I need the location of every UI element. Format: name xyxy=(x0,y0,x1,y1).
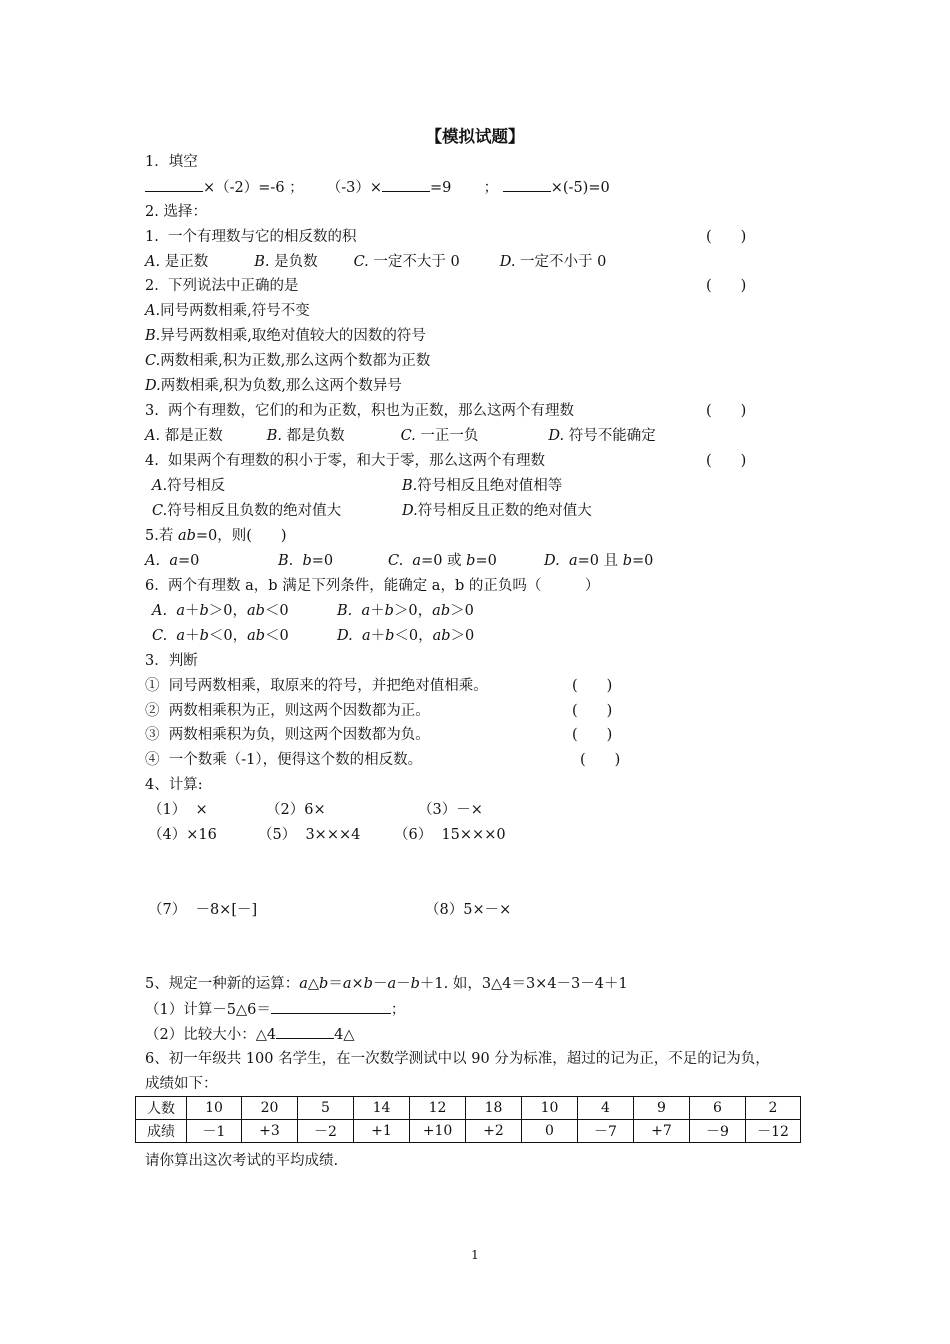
table-cell: 9 xyxy=(634,1097,690,1120)
fill-blank-c-pre: ； xyxy=(483,180,499,196)
option-text: 一定不大于 0 xyxy=(368,254,460,270)
option-text: =0 或 xyxy=(421,553,467,569)
option-text: 都是正数 xyxy=(160,428,223,444)
op: ＞0， xyxy=(208,603,247,619)
section-3-heading: 3．判断 xyxy=(145,653,198,669)
var: b xyxy=(319,976,329,992)
choice-q6: 6. 两个有理数 a，b 满足下列条件，能确定 a，b 的正负吗（ ） xyxy=(145,578,600,594)
calc-7: （7） －8×[－] xyxy=(148,902,258,918)
q5-variable: ab xyxy=(177,528,196,544)
choice-q2-option-d xyxy=(145,376,402,396)
choice-q4-option-b xyxy=(402,476,562,496)
option-label: C. xyxy=(152,503,168,519)
answer-paren-q3[interactable]: ( ) xyxy=(706,403,747,419)
table-cell: 20 xyxy=(242,1097,298,1120)
row-label: 人数 xyxy=(136,1097,187,1120)
option-text: 同号两数相乘,符号不变 xyxy=(160,303,310,319)
op: △ xyxy=(307,976,320,992)
var: a xyxy=(342,976,352,992)
var: b xyxy=(384,603,394,619)
op: ＜0 xyxy=(265,628,289,644)
table-cell: 4 xyxy=(578,1097,634,1120)
table-cell: －2 xyxy=(298,1120,354,1143)
section-5-heading xyxy=(145,974,628,994)
answer-paren-q4[interactable]: ( ) xyxy=(706,453,747,469)
table-row xyxy=(136,1097,801,1120)
option-label: A. xyxy=(152,478,168,494)
judge-paren-1[interactable]: ( ) xyxy=(572,678,613,694)
table-cell: +1 xyxy=(354,1120,410,1143)
calc-4: （4）×16 xyxy=(148,827,217,843)
s5-text: ＋1. 如，3△4＝3×4－3－4＋1 xyxy=(419,976,628,992)
option-label: D. xyxy=(499,254,516,270)
calc-6: （6） 15×××0 xyxy=(394,827,506,843)
table-cell: +10 xyxy=(410,1120,466,1143)
table-cell: +7 xyxy=(634,1120,690,1143)
table-cell: 10 xyxy=(187,1097,242,1120)
option-text: 符号相反且正数的绝对值大 xyxy=(417,503,592,519)
table-cell: 18 xyxy=(466,1097,522,1120)
var: b xyxy=(363,976,373,992)
choice-q2-option-c xyxy=(145,351,430,371)
option-label: B. xyxy=(266,428,282,444)
option-text: =0 xyxy=(631,553,654,569)
answer-paren-q2[interactable]: ( ) xyxy=(706,278,747,294)
choice-q5-option-c xyxy=(388,551,497,571)
judge-paren-4[interactable]: ( ) xyxy=(580,752,621,768)
choice-q6-option-c xyxy=(152,626,289,646)
op: ＋ xyxy=(184,603,200,619)
s5-q1-blank[interactable] xyxy=(271,999,391,1014)
page-number: 1 xyxy=(471,1248,479,1262)
fill-blank-c-post: ×(-5)=0 xyxy=(550,180,610,196)
table-cell: 6 xyxy=(690,1097,746,1120)
var: ab xyxy=(432,628,451,644)
judge-paren-3[interactable]: ( ) xyxy=(572,727,613,743)
op: ＜0， xyxy=(394,628,433,644)
table-cell: 14 xyxy=(354,1097,410,1120)
calc-1: （1） × xyxy=(148,802,208,818)
option-text: =0 且 xyxy=(577,553,623,569)
op: ＋ xyxy=(370,603,385,619)
fill-blank-b-pre: （-3）× xyxy=(326,180,382,196)
option-text: =0 xyxy=(177,553,200,569)
op: ＜0 xyxy=(264,603,289,619)
choice-q1-options xyxy=(145,252,606,272)
option-text: 一定不小于 0 xyxy=(515,254,607,270)
table-cell: －9 xyxy=(690,1120,746,1143)
var: a xyxy=(361,628,371,644)
s5-q2-text: （2）比较大小：△4 xyxy=(145,1027,277,1043)
blank-2[interactable] xyxy=(382,177,430,192)
table-cell: 0 xyxy=(522,1120,578,1143)
section-6-footer: 请你算出这次考试的平均成绩. xyxy=(145,1153,339,1169)
op: ＋ xyxy=(185,628,200,644)
calc-5: （5） 3×××4 xyxy=(258,827,361,843)
choice-q6-option-b xyxy=(337,601,474,621)
option-label: C. xyxy=(388,553,404,569)
op: － xyxy=(396,976,411,992)
table-cell: －1 xyxy=(187,1120,242,1143)
calc-8: （8）5×－× xyxy=(425,902,512,918)
var: b xyxy=(302,553,312,569)
option-label: A. xyxy=(145,553,161,569)
section-4-heading: 4、计算: xyxy=(145,777,203,793)
option-text: 是正数 xyxy=(160,254,209,270)
judge-item-4: ④ 一个数乘（-1），便得这个数的相反数。 xyxy=(145,752,423,768)
calc-2: （2）6× xyxy=(266,802,326,818)
s5-q2-blank[interactable] xyxy=(276,1024,334,1039)
row-label: 成绩 xyxy=(136,1120,187,1143)
blank-1[interactable] xyxy=(145,177,203,192)
op: ＞0 xyxy=(450,603,474,619)
option-text: 是负数 xyxy=(269,254,318,270)
table-cell: +2 xyxy=(466,1120,522,1143)
choice-q3-options xyxy=(145,426,656,446)
option-label: A. xyxy=(145,254,161,270)
choice-q4: 4. 如果两个有理数的积小于零，和大于零，那么这两个有理数 xyxy=(145,453,546,469)
var: ab xyxy=(247,628,266,644)
table-cell: 10 xyxy=(522,1097,578,1120)
op: ＋ xyxy=(370,628,386,644)
var: a xyxy=(299,976,308,992)
section-2-heading: 2. 选择： xyxy=(145,204,207,220)
var: a xyxy=(387,976,397,992)
fill-blank-line xyxy=(145,177,610,198)
choice-q2: 2. 下列说法中正确的是 xyxy=(145,278,299,294)
table-cell: +3 xyxy=(242,1120,298,1143)
option-text: =0 xyxy=(311,553,334,569)
judge-item-2: ② 两数相乘积为正，则这两个因数都为正。 xyxy=(145,703,430,719)
s5-question-1 xyxy=(145,999,405,1020)
choice-q2-option-b xyxy=(145,326,426,346)
section-6-heading: 6、初一年级共 100 名学生，在一次数学测试中以 90 分为标准，超过的记为正，不足的记为负， xyxy=(145,1051,770,1067)
table-cell: 5 xyxy=(298,1097,354,1120)
calc-3: （3）－× xyxy=(418,802,483,818)
q5-text: =0，则( ) xyxy=(195,528,287,544)
option-text: 两数相乘,积为正数,那么这两个数都为正数 xyxy=(160,353,431,369)
choice-q4-option-c xyxy=(152,501,341,521)
option-label: C. xyxy=(400,428,416,444)
var: ab xyxy=(432,603,451,619)
answer-paren-q1[interactable]: ( ) xyxy=(706,229,747,245)
option-label: A. xyxy=(145,428,161,444)
choice-q5-option-b xyxy=(278,551,333,571)
option-label: C. xyxy=(152,628,168,644)
choice-q5-option-a xyxy=(145,551,199,571)
option-label: D. xyxy=(337,628,353,644)
option-text: 符号相反且负数的绝对值大 xyxy=(167,503,342,519)
op: ＝ xyxy=(328,976,343,992)
q5-text: 5.若 xyxy=(145,528,178,544)
op: ＜0， xyxy=(208,628,248,644)
option-text: =0 xyxy=(475,553,497,569)
option-text: 符号相反 xyxy=(167,478,226,494)
op: ＞0 xyxy=(450,628,475,644)
choice-q3: 3. 两个有理数，它们的和为正数，积也为正数，那么这两个有理数 xyxy=(145,403,575,419)
table-row xyxy=(136,1120,801,1143)
option-label: D. xyxy=(145,378,161,394)
var: a xyxy=(568,553,578,569)
var: a xyxy=(176,603,185,619)
blank-3[interactable] xyxy=(503,177,551,192)
var: b xyxy=(199,603,209,619)
option-text: 异号两数相乘,取绝对值较大的因数的符号 xyxy=(160,328,426,344)
s5-text: 5、规定一种新的运算： xyxy=(145,976,300,992)
option-label: B. xyxy=(145,328,161,344)
choice-q5 xyxy=(145,526,287,546)
option-label: D. xyxy=(544,553,560,569)
option-text: 符号不能确定 xyxy=(564,428,656,444)
table-cell: 2 xyxy=(746,1097,801,1120)
s5-q1-text: ； xyxy=(390,1002,406,1018)
option-label: C. xyxy=(353,254,369,270)
option-label: C. xyxy=(145,353,161,369)
section-6-heading-2: 成绩如下： xyxy=(145,1076,218,1092)
option-label: B. xyxy=(278,553,294,569)
table-cell: －7 xyxy=(578,1120,634,1143)
choice-q4-option-d xyxy=(402,501,592,521)
option-label: B. xyxy=(402,478,418,494)
choice-q4-option-a xyxy=(152,476,225,496)
judge-paren-2[interactable]: ( ) xyxy=(572,703,613,719)
var: b xyxy=(466,553,476,569)
table-cell: －12 xyxy=(746,1120,801,1143)
s5-q1-text: （1）计算－5△6＝ xyxy=(145,1002,271,1018)
score-table xyxy=(135,1096,801,1143)
op: × xyxy=(351,976,364,992)
var: a xyxy=(169,553,178,569)
var: a xyxy=(176,628,186,644)
judge-item-3: ③ 两数相乘积为负，则这两个因数都为负。 xyxy=(145,727,430,743)
option-text: 符号相反且绝对值相等 xyxy=(417,478,563,494)
fill-blank-a: ×（-2）=-6 ； xyxy=(203,180,304,196)
var: a xyxy=(412,553,422,569)
option-label: B. xyxy=(254,254,270,270)
option-text: 一正一负 xyxy=(415,428,479,444)
option-label: A. xyxy=(152,603,168,619)
s5-question-2 xyxy=(145,1024,355,1045)
section-1-heading: 1．填空 xyxy=(145,154,198,170)
judge-item-1: ① 同号两数相乘，取原来的符号，并把绝对值相乘。 xyxy=(145,678,488,694)
choice-q6-option-d xyxy=(337,626,474,646)
table-cell: 12 xyxy=(410,1097,466,1120)
choice-q6-option-a xyxy=(152,601,289,621)
fill-blank-b-post: =9 xyxy=(430,180,452,196)
choice-q2-option-a xyxy=(145,301,310,321)
var: a xyxy=(361,603,371,619)
option-label: B. xyxy=(337,603,353,619)
option-label: A. xyxy=(145,303,161,319)
op: － xyxy=(372,976,388,992)
op: ＞0， xyxy=(393,603,433,619)
option-label: D. xyxy=(402,503,418,519)
var: b xyxy=(199,628,209,644)
page-title: 【模拟试题】 xyxy=(425,127,525,146)
option-label: D. xyxy=(548,428,565,444)
s5-q2-text: 4△ xyxy=(334,1027,355,1043)
var: b xyxy=(410,976,420,992)
var: ab xyxy=(247,603,265,619)
choice-q5-option-d xyxy=(544,551,653,571)
var: b xyxy=(385,628,395,644)
option-text: 两数相乘,积为负数,那么这两个数异号 xyxy=(160,378,402,394)
var: b xyxy=(622,553,632,569)
choice-q1: 1. 一个有理数与它的相反数的积 xyxy=(145,229,357,245)
option-text: 都是负数 xyxy=(281,428,345,444)
